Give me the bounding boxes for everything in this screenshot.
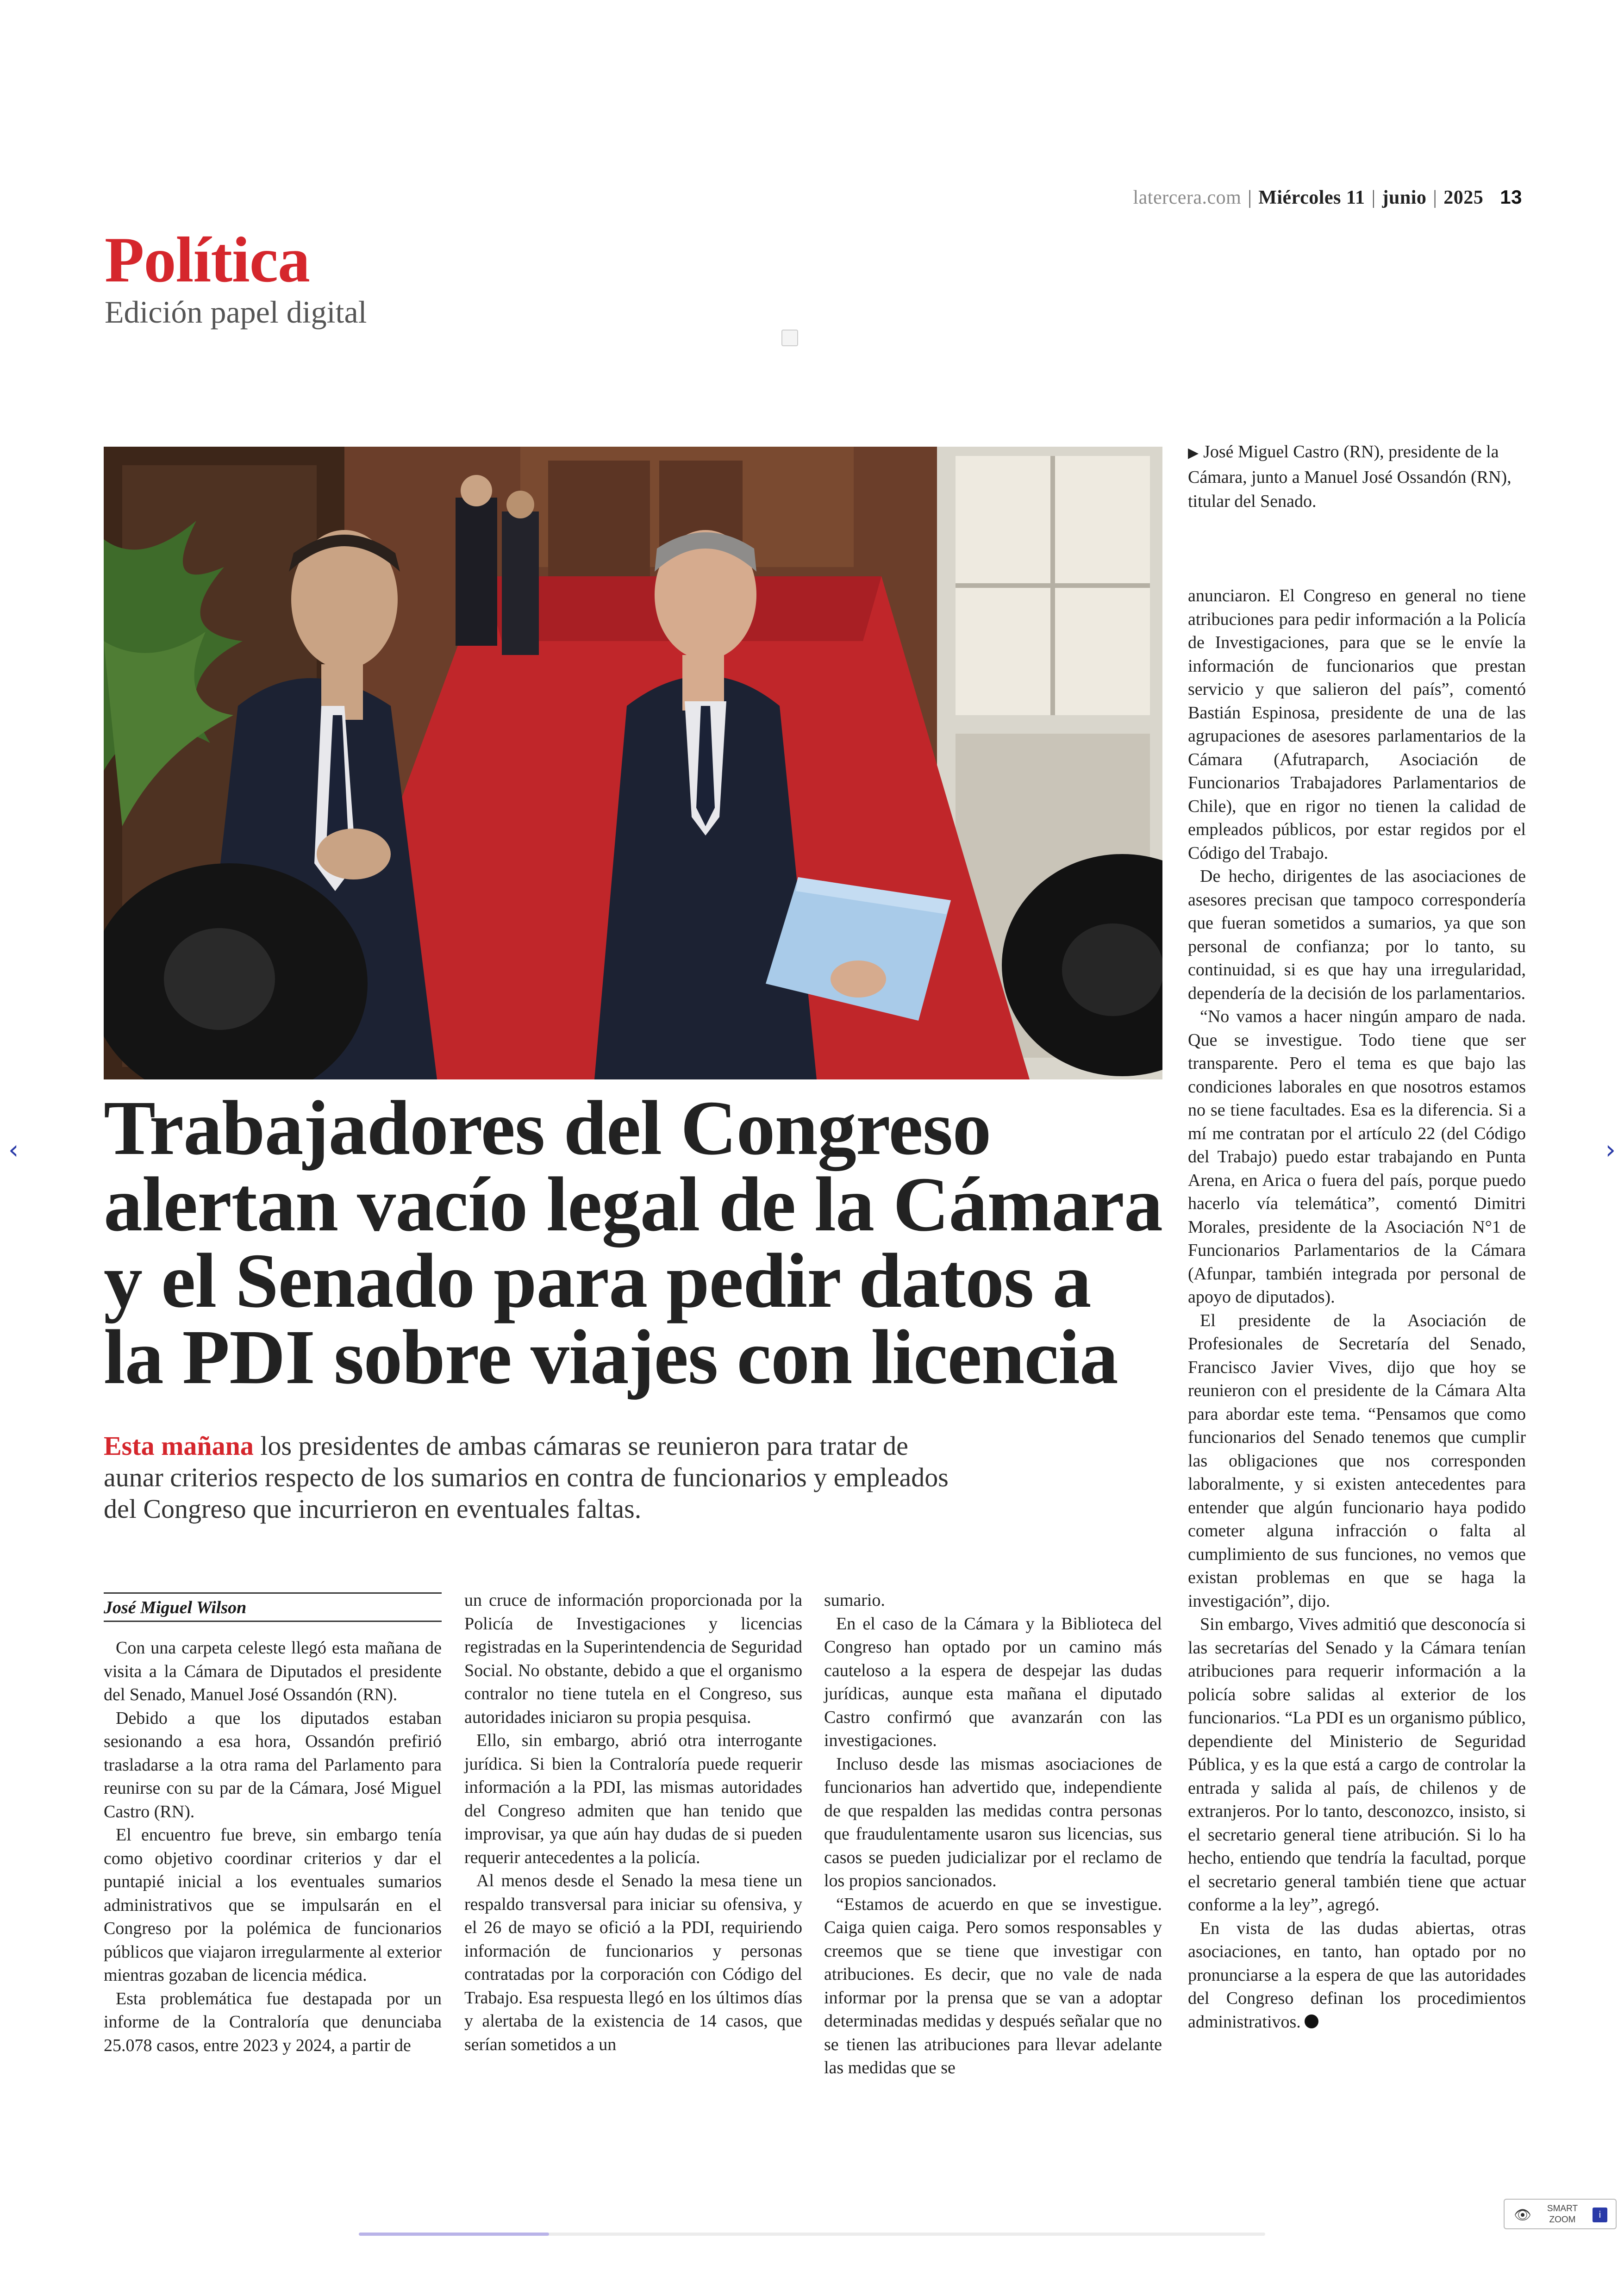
paragraph: Al menos desde el Senado la mesa tiene un respaldo transversal para iniciar su ofensiva, y el 26 de mayo se ofició a la PDI, requiriendo información de funcionarios y personas contratadas por la corporación con Código del Trabajo. Esa respuesta llegó en los últimos días y alertaba de la existencia de 14 casos, que serían sometidos a un (464, 1871, 802, 2054)
chevron-right-icon[interactable]: › (1605, 1135, 1616, 1165)
photo-illustration (104, 447, 1162, 1079)
weekday-day: Miércoles 11 (1258, 187, 1365, 208)
paragraph: “Estamos de acuerdo en que se investigue. Caiga quien caiga. Pero somos responsables y creemos que se tiene que investigar con atribuciones. Es decir, que no vale de nada informar por la prensa que se van a adoptar determinadas medidas y después señalar que no se tienen las atribuciones para llevar adelante las medidas que se (824, 1894, 1162, 2077)
article-headline: Trabajadores del Congreso alertan vacío legal de la Cámara y el Senado para pedir datos a la PDI sobre viajes con licencia (104, 1085, 1162, 1400)
article-column-3 (824, 1589, 1162, 2080)
separator: | (1433, 187, 1437, 208)
paragraph: Ello, sin embargo, abrió otra interrogante jurídica. Si bien la Contraloría puede requerir información a la PDI, las mismas autoridades del Congreso admiten que han tenido que improvisar, ya que aún hay dudas de si pueden requerir antecedentes a la policía. (464, 1731, 802, 1867)
paragraph: El presidente de la Asociación de Profesionales de Secretaría del Senado, Francisco Javier Vives, dijo que hoy se reunieron con el presidente de la Cámara Alta para abordar este tema. “Pensamos que como funcionarios del Senado tenemos que cumplir las obligaciones que nos corresponden laboralmente, y si existen antecedentes para entender que algún funcionario haya podido cometer alguna infracción o falta al cumplimiento de sus funciones, no vemos que existan problemas en que se haga la investigación”, dijo. (1188, 1310, 1526, 1611)
paragraph: De hecho, dirigentes de las asociaciones de asesores precisan que tampoco correspondería que fueran sometidos a sumarios, ya que son personal de confianza; por lo tanto, su continuidad, si es que hay una irregularidad, dependería de la decisión de los parlamentarios. (1188, 867, 1526, 1003)
lede-kicker: Esta mañana (104, 1431, 254, 1461)
header-dateline (1133, 186, 1522, 209)
paragraph: Esta problemática fue destapada por un informe de la Contraloría que denunciaba 25.078 casos, entre 2023 y 2024, a partir de (104, 1989, 442, 2055)
year: 2025 (1443, 187, 1484, 208)
end-mark-icon (1305, 2014, 1318, 2028)
photo-caption (1188, 440, 1526, 513)
paragraph: sumario. (824, 1590, 885, 1610)
separator: | (1248, 187, 1252, 208)
separator: | (1371, 187, 1376, 208)
paragraph: “No vamos a hacer ningún amparo de nada. Que se investigue. Todo tiene que ser transparente. Pero el tema es que bajo las condiciones laborales en que nosotros estamos no se tiene facultades. Esa es la diferencia. Si a mí me contratan por el artículo 22 (del Código del Trabajo) puedo estar trabajando en Punta Arena, en Arica o fuera del país, porque puedo hacerlo vía telemática”, comentó Dimitri Morales, presidente de la Asociación N°1 de Funcionarios Parlamentarios de la Cámara (Afunpar, también integrada por personal de apoyo de diputados). (1188, 1007, 1526, 1307)
caption-text: José Miguel Castro (RN), presidente de la Cámara, junto a Manuel José Ossandón (RN), titular del Senado. (1188, 442, 1512, 511)
section-subtitle: Edición papel digital (105, 294, 367, 330)
paragraph: Incluso desde las mismas asociaciones de funcionarios han advertido que, independiente de que respalden las medidas contra personas que fraudulentamente usaron sus licencias, sus casos se pueden judicializar por el reclamo de los propios sancionados. (824, 1754, 1162, 1890)
page-scroll-progress[interactable] (359, 2233, 1265, 2236)
page-number: 13 (1500, 186, 1522, 208)
paragraph: anunciaron. El Congreso en general no tiene atribuciones para pedir información a la Policía de Investigaciones, para que se le envíe la información de funcionarios que prestan servicio y que salieron del país”, comentó Bastián Espinosa, presidente de una de las agrupaciones de asesores parlamentarios de la Cámara (Afutraparch, Asociación de Funcionarios Trabajadores Parlamentarios de Chile), que en rigor no tienen la calidad de empleados públicos, por estar regidos por el Código del Trabajo. (1188, 586, 1526, 863)
caption-arrow-icon: ▶ (1188, 445, 1199, 461)
smart-zoom-label: SMART ZOOM (1547, 2204, 1578, 2225)
paragraph-text: En vista de las dudas abiertas, otras asociaciones, en tanto, han optado por no pronunciarse a la espera de que las autoridades del Congreso definan los procedimientos administrativos. (1188, 1918, 1526, 2032)
progress-fill (359, 2233, 549, 2236)
page-marker-icon (781, 330, 798, 346)
paragraph: un cruce de información proporcionada por la Policía de Investigaciones y licencias registradas en la Superintendencia de Seguridad Social. No obstante, debido a que el organismo contralor no tiene tutela en el Congreso, sus autoridades iniciaron su propia pesquisa. (464, 1590, 802, 1727)
article-column-2 (464, 1589, 802, 2056)
info-badge-icon: i (1593, 2208, 1607, 2222)
article-column-1 (104, 1636, 442, 2057)
paragraph: Con una carpeta celeste llegó esta mañana de visita a la Cámara de Diputados el presidente del Senado, Manuel José Ossandón (RN). (104, 1638, 442, 1704)
eye-icon: 👁 (1514, 2207, 1532, 2223)
paragraph: En el caso de la Cámara y la Biblioteca del Congreso han optado por un camino más cauteloso a la espera de despejar las dudas jurídicas, aunque esta mañana el diputado Castro confirmó que avanzarán con las investigaciones. (824, 1614, 1162, 1750)
lede-text: los presidentes de ambas cámaras se reunieron para tratar de aunar criterios respecto de los sumarios en contra de funcionarios y empleados del Congreso que incurrieron en eventuales faltas. (104, 1431, 949, 1524)
section-title: Política (105, 224, 310, 296)
byline: José Miguel Wilson (104, 1592, 442, 1622)
article-lede (104, 1430, 951, 1525)
paragraph: Debido a que los diputados estaban sesionando a esa hora, Ossandón prefirió trasladarse a la otra rama del Parlamento para reunirse con su par de la Cámara, José Miguel Castro (RN). (104, 1708, 442, 1821)
month: junio (1382, 187, 1427, 208)
chevron-left-icon[interactable]: ‹ (8, 1135, 19, 1165)
article-column-4 (1188, 584, 1526, 2033)
paragraph: Sin embargo, Vives admitió que desconocía si las secretarías del Senado y la Cámara tenían atribuciones para requerir información a la policía sobre salidas al exterior de los funcionarios. “La PDI es un organismo público, dependiente del Ministerio de Seguridad Pública, y es la que está a cargo de controlar la entrada y salida al país, de chilenos y de extranjeros. Por lo tanto, desconozco, insisto, si el secretario general tiene atribución. Si lo ha hecho, entiendo que tendría la facultad, porque el secretario general también tiene que actuar conforme a la ley”, agregó. (1188, 1615, 1526, 1915)
paragraph-last (1188, 1917, 1526, 2034)
article-photo (104, 447, 1162, 1079)
site-name[interactable]: latercera.com (1133, 187, 1242, 208)
smart-zoom-button[interactable] (1504, 2199, 1617, 2229)
paragraph: El encuentro fue breve, sin embargo tenía como objetivo coordinar criterios y dar el puntapié inicial a los eventuales sumarios administrativos que se impulsarán en el Congreso por la polémica de funcionarios públicos que viajaron irregularmente al exterior mientras gozaban de licencia médica. (104, 1825, 442, 1985)
